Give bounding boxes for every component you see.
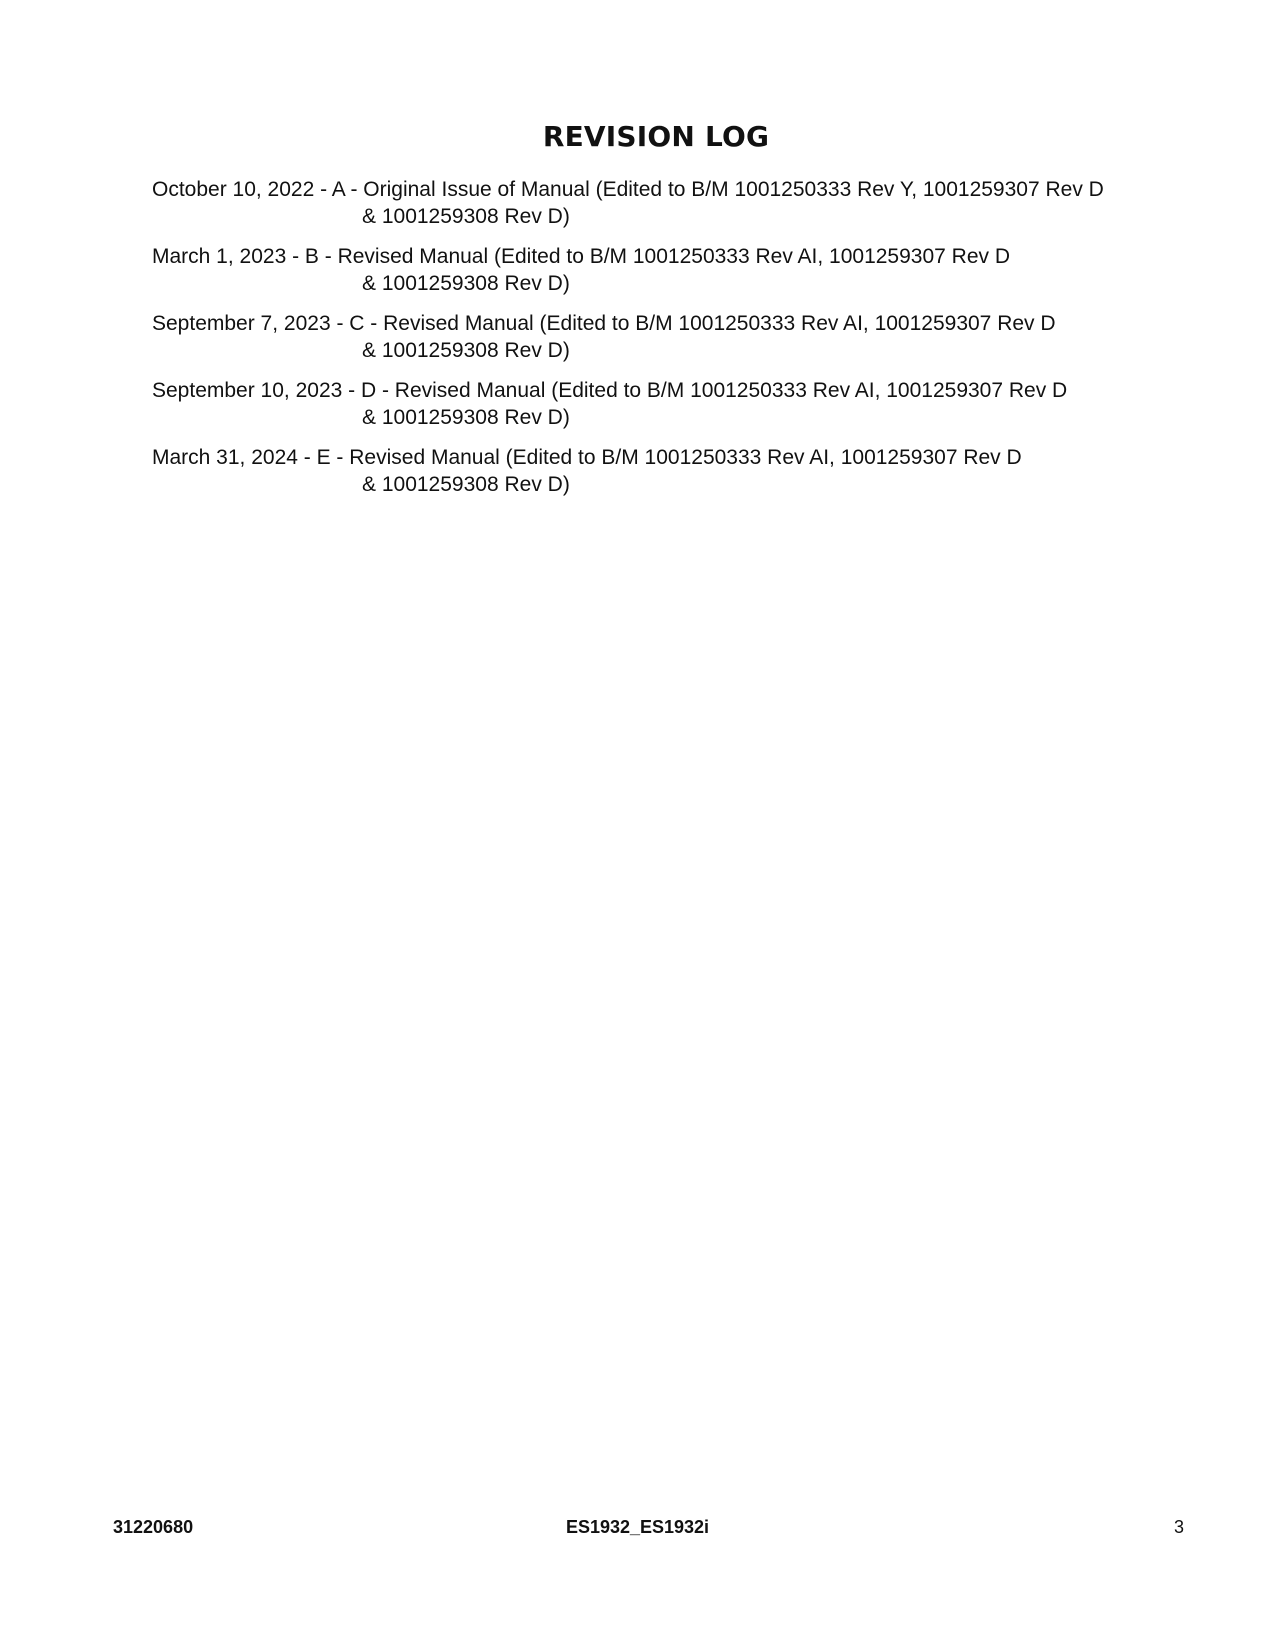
revision-entry-continuation: & 1001259308 Rev D) (362, 205, 570, 228)
revision-entry-text: September 7, 2023 - C - Revised Manual (Edited to B/M 1001250333 Rev AI, 1001259307 Rev D (152, 312, 1056, 335)
revision-entry-text: October 10, 2022 - A - Original Issue of Manual (Edited to B/M 1001250333 Rev Y, 1001259307 Rev D (152, 178, 1104, 201)
revision-entry-continuation: & 1001259308 Rev D) (362, 406, 570, 429)
revision-entry-a (152, 176, 1162, 230)
revision-entry-continuation: & 1001259308 Rev D) (362, 339, 570, 362)
revision-entry-continuation: & 1001259308 Rev D) (362, 272, 570, 295)
revision-list (152, 176, 1162, 511)
revision-entry-e (152, 444, 1162, 498)
page-footer (0, 1517, 1275, 1541)
page-title: REVISION LOG (542, 120, 770, 153)
footer-model-name: ES1932_ES1932i (565, 1517, 710, 1537)
revision-entry-d (152, 377, 1162, 431)
revision-entry-c (152, 310, 1162, 364)
revision-entry-text: March 31, 2024 - E - Revised Manual (Edited to B/M 1001250333 Rev AI, 1001259307 Rev D (152, 446, 1022, 469)
footer-page-number: 3 (1173, 1517, 1184, 1537)
footer-document-number: 31220680 (113, 1517, 194, 1537)
revision-entry-b (152, 243, 1162, 297)
revision-entry-text: September 10, 2023 - D - Revised Manual (Edited to B/M 1001250333 Rev AI, 1001259307 Rev D (152, 379, 1068, 402)
revision-entry-continuation: & 1001259308 Rev D) (362, 473, 570, 496)
revision-entry-text: March 1, 2023 - B - Revised Manual (Edited to B/M 1001250333 Rev AI, 1001259307 Rev D (152, 245, 1011, 268)
